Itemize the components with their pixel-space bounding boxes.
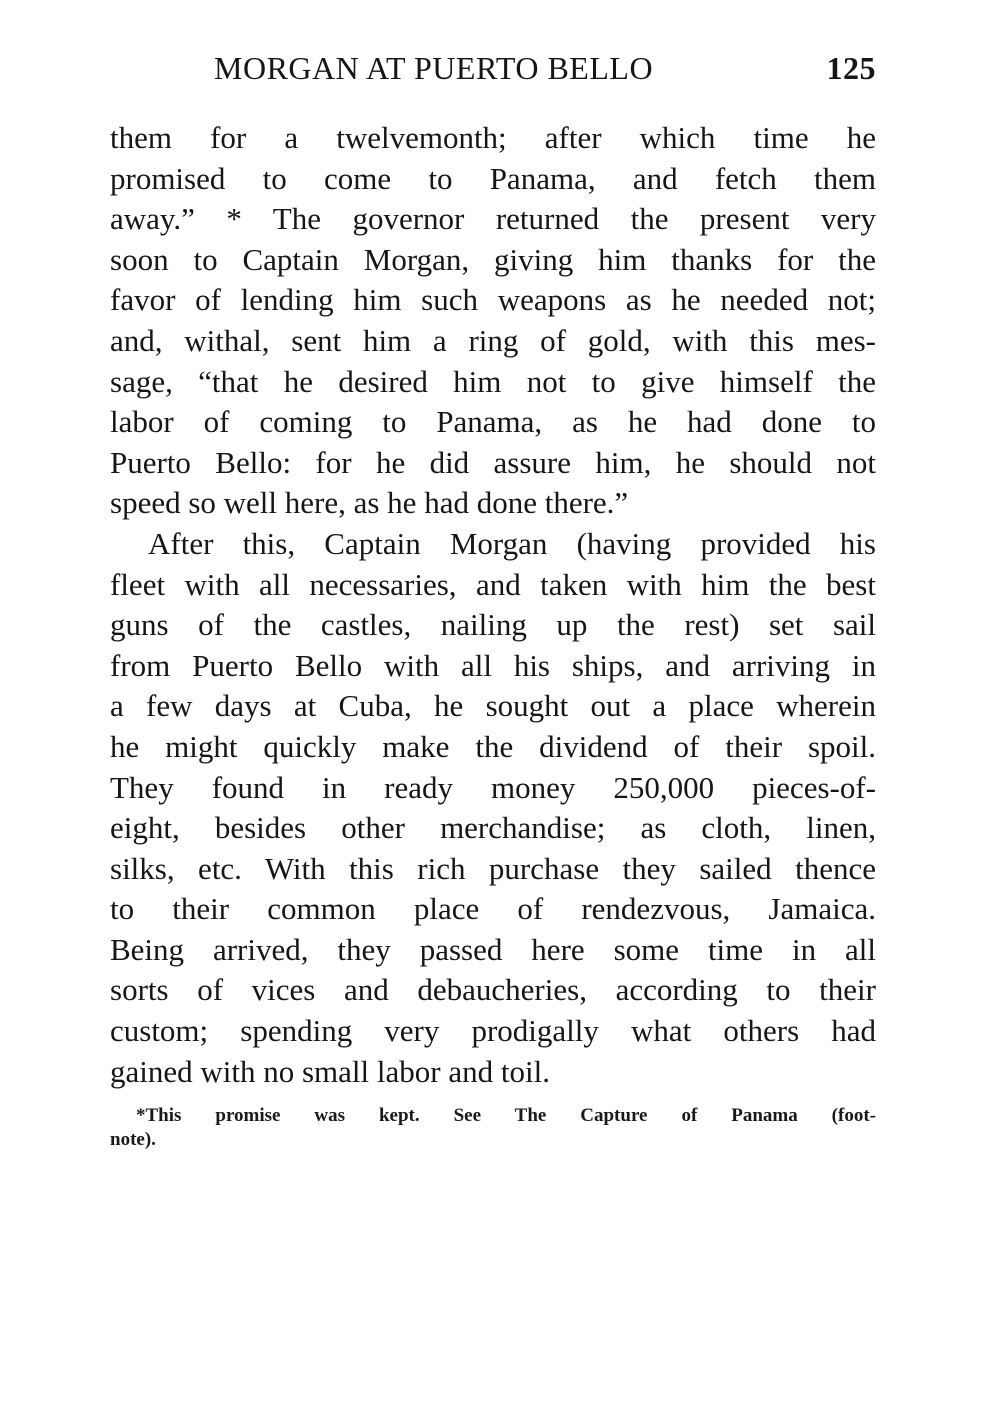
- text-line: gained with no small labor and toil.: [110, 1053, 550, 1089]
- running-title: MORGAN AT PUERTO BELLO: [214, 50, 654, 86]
- page-number: 125: [826, 50, 876, 86]
- text-line: a few days at Cuba, he sought out a place wherein: [110, 688, 876, 724]
- text-line: them for a twelvemonth; after which time he: [110, 120, 876, 155]
- text-line: sage, “that he desired him not to give himself the: [110, 363, 876, 399]
- text-line: he might quickly make the dividend of their spoil.: [110, 728, 876, 764]
- text-line: and, withal, sent him a ring of gold, with this mes-: [110, 322, 876, 358]
- text-line: sorts of vices and debaucheries, according to their: [110, 972, 876, 1008]
- footnote-line: note).: [110, 1129, 156, 1150]
- text-line: fleet with all necessaries, and taken with him the best: [110, 566, 876, 602]
- page-header: [214, 50, 876, 94]
- text-line: Being arrived, they passed here some time in all: [110, 931, 876, 967]
- text-line: After this, Captain Morgan (having provided his: [148, 525, 876, 561]
- text-line: Puerto Bello: for he did assure him, he should not: [110, 444, 876, 480]
- text-line: speed so well here, as he had done there.”: [110, 485, 629, 521]
- footnote-line: *This promise was kept. See The Capture of Panama (foot-: [136, 1105, 876, 1126]
- text-line: away.” * The governor returned the present very: [110, 201, 876, 237]
- text-line: promised to come to Panama, and fetch them: [110, 160, 876, 196]
- text-line: eight, besides other merchandise; as cloth, linen,: [110, 810, 876, 846]
- text-line: They found in ready money 250,000 pieces-of-: [110, 769, 876, 805]
- text-line: favor of lending him such weapons as he needed not;: [110, 282, 876, 318]
- footnote: [110, 1104, 876, 1152]
- text-line: soon to Captain Morgan, giving him thanks for the: [110, 241, 876, 277]
- text-line: to their common place of rendezvous, Jamaica.: [110, 891, 876, 927]
- text-line: guns of the castles, nailing up the rest) set sail: [110, 607, 876, 643]
- body-text: [110, 118, 876, 1092]
- text-line: labor of coming to Panama, as he had done to: [110, 404, 876, 440]
- text-line: from Puerto Bello with all his ships, and arriving in: [110, 647, 876, 683]
- text-line: custom; spending very prodigally what others had: [110, 1013, 876, 1049]
- text-line: silks, etc. With this rich purchase they sailed thence: [110, 850, 876, 886]
